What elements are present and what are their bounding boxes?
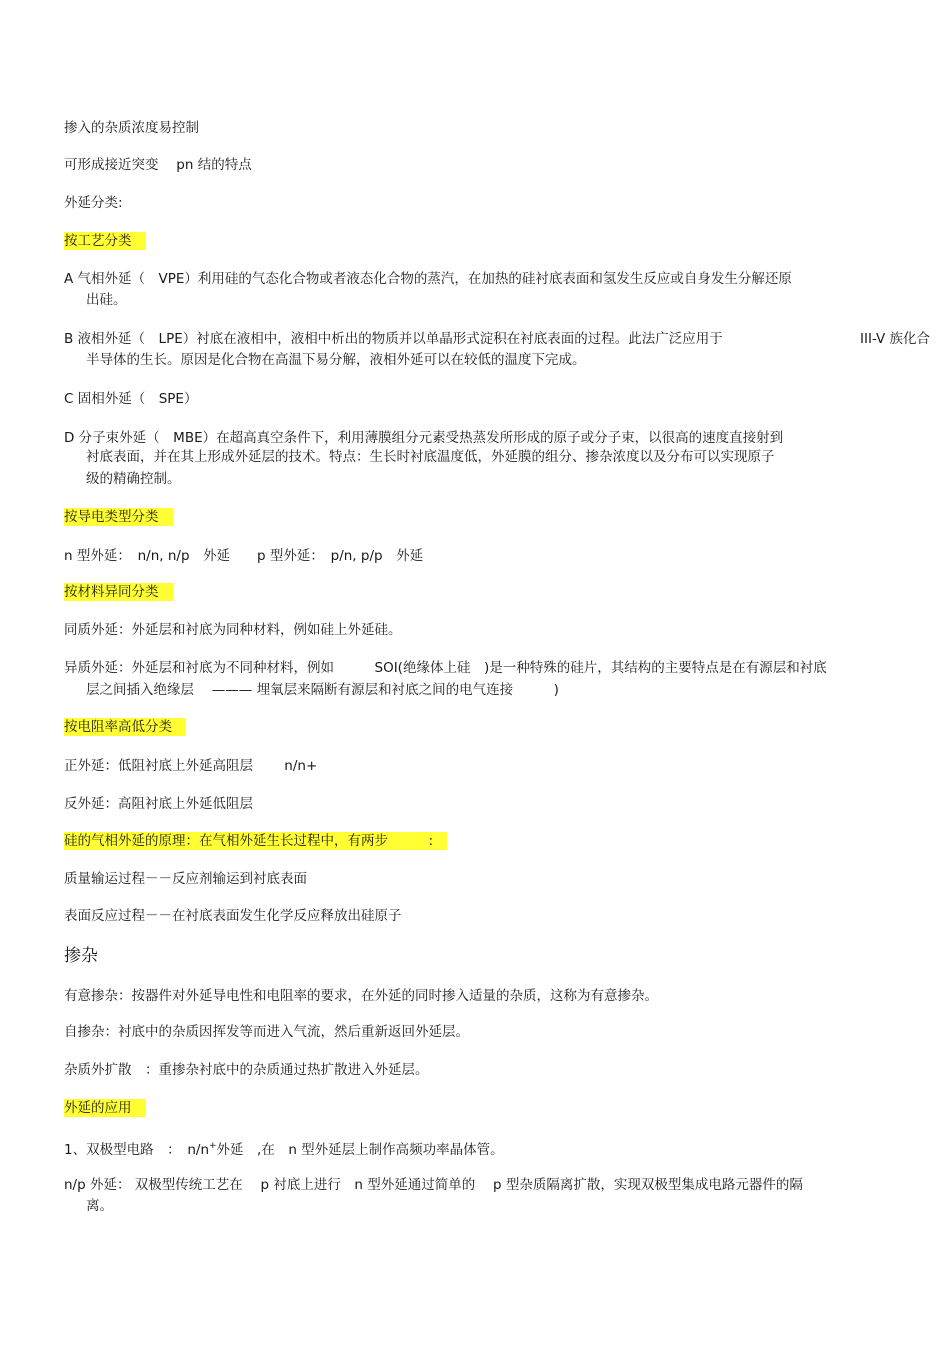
text-line: 外延分类: bbox=[64, 195, 123, 211]
text-line: 1、双极型电路 ： n/n+外延 ,在 n 型外延层上制作高频功率晶体管。 bbox=[64, 1141, 504, 1158]
text-line: 反外延：高阻衬底上外延低阻层 bbox=[64, 796, 253, 812]
text-line: 有意掺杂：按器件对外延导电性和电阻率的要求，在外延的同时掺入适量的杂质，这称为有意掺杂。 bbox=[64, 988, 658, 1004]
text-line: D 分子束外延（ MBE）在超高真空条件下，利用薄膜组分元素受热蒸发所形成的原子或分子束，以很高的速度直接射到 bbox=[64, 430, 784, 446]
section-heading-material: 按材料异同分类 bbox=[64, 583, 173, 601]
text-line: 离。 bbox=[86, 1198, 113, 1214]
text-line: B 液相外延（ LPE）衬底在液相中，液相中析出的物质并以单晶形式淀积在衬底表面的过程。此法广泛应用于 bbox=[64, 331, 723, 347]
text-line: C 固相外延（ SPE） bbox=[64, 391, 198, 407]
text-line: 质量输运过程－－反应剂输运到衬底表面 bbox=[64, 871, 307, 887]
text-line: n 型外延： n/n, n/p 外延 p 型外延： p/n, p/p 外延 bbox=[64, 548, 424, 564]
text-line: 杂质外扩散 ：重掺杂衬底中的杂质通过热扩散进入外延层。 bbox=[64, 1062, 429, 1078]
text-line: n/p 外延： 双极型传统工艺在 p 衬底上进行 n 型外延通过简单的 p 型杂质隔离扩散，实现双极型集成电路元器件的隔 bbox=[64, 1177, 803, 1193]
text-line: 出硅。 bbox=[86, 292, 127, 308]
text-line: 半导体的生长。原因是化合物在高温下易分解，液相外延可以在较低的温度下完成。 bbox=[86, 352, 586, 368]
section-heading-resistivity: 按电阻率高低分类 bbox=[64, 718, 186, 736]
section-heading-application: 外延的应用 bbox=[64, 1099, 146, 1117]
text-line: 可形成接近突变 pn 结的特点 bbox=[64, 157, 252, 173]
text-line: III-V 族化合 bbox=[860, 331, 931, 347]
text-line: 表面反应过程－－在衬底表面发生化学反应释放出硅原子 bbox=[64, 908, 402, 924]
text-line: A 气相外延（ VPE）利用硅的气态化合物或者液态化合物的蒸汽，在加热的硅衬底表面和氢发生反应或自身发生分解还原 bbox=[64, 271, 792, 287]
text-line: 层之间插入绝缘层 ——— 埋氧层来隔断有源层和衬底之间的电气连接 ) bbox=[86, 682, 559, 698]
section-heading-process: 按工艺分类 bbox=[64, 232, 146, 250]
section-heading-principle: 硅的气相外延的原理：在气相外延生长过程中，有两步 : bbox=[64, 832, 447, 850]
text-line: 正外延：低阻衬底上外延高阻层 n/n+ bbox=[64, 758, 318, 774]
section-title-doping: 掺杂 bbox=[64, 946, 98, 966]
text-line: 衬底表面，并在其上形成外延层的技术。特点：生长时衬底温度低，外延膜的组分、掺杂浓度以及分布可以实现原子 bbox=[86, 449, 775, 465]
section-heading-conductivity: 按导电类型分类 bbox=[64, 508, 173, 526]
text-line: 自掺杂：衬底中的杂质因挥发等而进入气流，然后重新返回外延层。 bbox=[64, 1024, 469, 1040]
text-line: 级的精确控制。 bbox=[86, 471, 181, 487]
text-line: 同质外延：外延层和衬底为同种材料，例如硅上外延硅。 bbox=[64, 622, 402, 638]
text-line: 掺入的杂质浓度易控制 bbox=[64, 120, 199, 136]
text-line: 异质外延：外延层和衬底为不同种材料，例如 SOI(绝缘体上硅 )是一种特殊的硅片，其结构的主要特点是在有源层和衬底 bbox=[64, 660, 827, 676]
